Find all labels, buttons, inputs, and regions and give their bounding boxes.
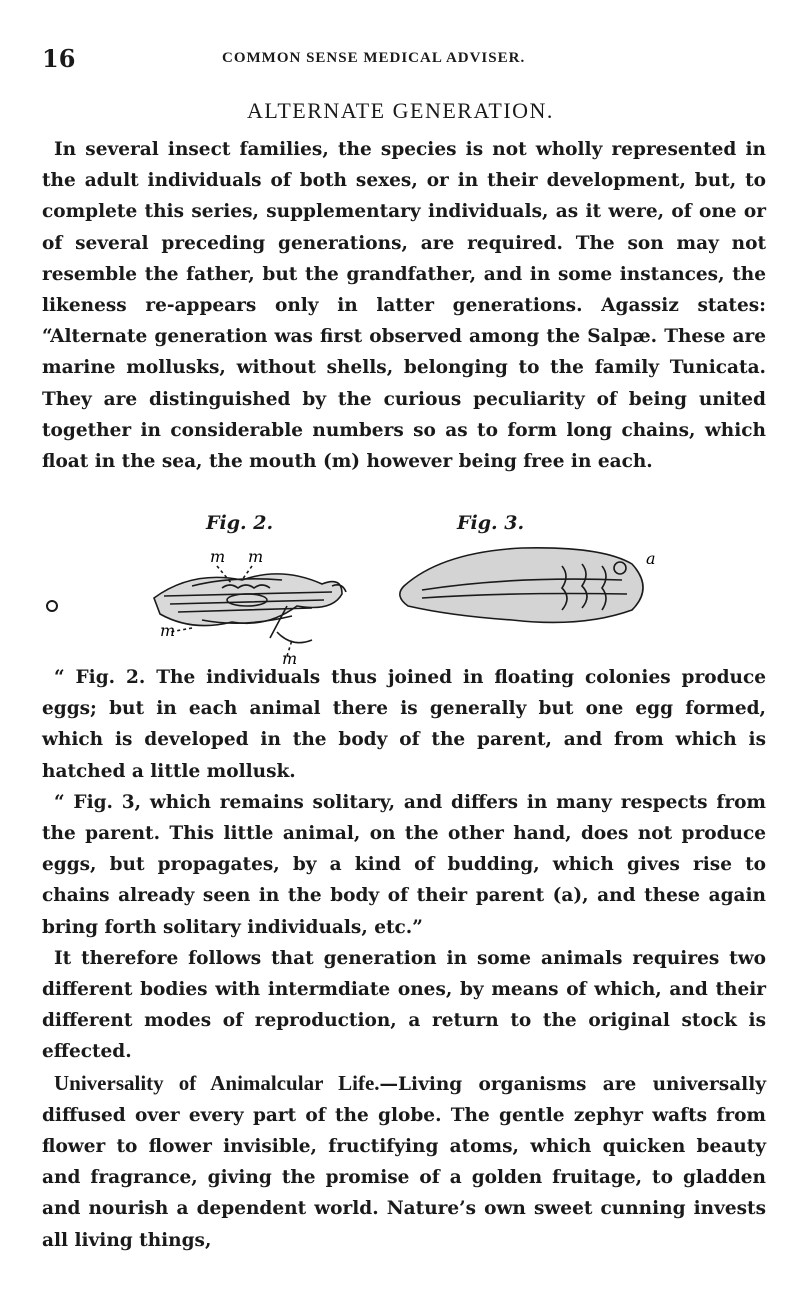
figures-illustration <box>42 512 762 666</box>
subsection-text: —Living organisms are universally diffused over every part of the globe. The gentle zephyr wafts from flower to flower invisible, fructifying atoms, which quicken beauty and fragrance, giving the promise of a golden fruitage, to gladden and nourish a dependent world. Nature’s own sweet cunning invests all living things, <box>42 1073 766 1251</box>
page-header <box>42 44 772 72</box>
paragraph-fig2: “ Fig. 2. The individuals thus joined in floating colonies produce eggs; but in each animal there is generally but one egg formed, which is developed in the body of the parent, and from which is hatched a little mollusk. <box>42 667 766 782</box>
paragraph-universality <box>42 1068 766 1256</box>
section-title: ALTERNATE GENERATION. <box>247 98 554 123</box>
fig3-mark-a: a <box>646 549 656 568</box>
fig2-mark-m2: m <box>248 547 264 566</box>
fig2-mark-m1: m <box>210 547 226 566</box>
fig2-salpa-chain <box>154 566 346 656</box>
paragraph-conclusion: It therefore follows that generation in some animals requires two different bodies with intermdiate ones, by means of which, and their different modes of reproduction, a return to the original stock is effected. <box>42 947 766 1063</box>
page-number: 16 <box>42 44 76 73</box>
paragraph-intro: In several insect families, the species is not wholly represented in the adult individuals of both sexes, or in their development, but, to complete this series, supplementary individuals, as it were, of one or of several preceding generations, are required. The son may not resemble the father, but the grandfather, and in some instances, the likeness re-appears only in latter generations. Agassiz states: “Alternate generation was first observed among the Salpæ. These are marine mollusks, without shells, belonging to the family Tunicata. They are distinguished by the curious peculiarity of being united together in considerable numbers so as to form long chains, which float in the sea, the mouth (m) however being free in each. <box>42 139 766 473</box>
fig3-label: Fig. 3. <box>457 512 525 534</box>
fig2-label: Fig. 2. <box>206 512 274 534</box>
running-head: COMMON SENSE MEDICAL ADVISER. <box>222 50 526 66</box>
margin-mark <box>47 601 57 611</box>
fig3-salpa <box>400 548 643 623</box>
paragraph-fig3: “ Fig. 3, which remains solitary, and differs in many respects from the parent. This little animal, on the other hand, does not produce eggs, but propagates, by a kind of budding, which gives rise to chains already seen in the body of their parent (a), and these again bring forth solitary individuals, etc.” <box>42 791 766 938</box>
fig2-mark-m4: m <box>282 649 298 666</box>
body-text-block <box>42 662 766 1256</box>
subsection-heading: Universality of Animalcular Life. <box>54 1070 380 1095</box>
salpae-drawing <box>42 536 762 666</box>
fig2-mark-m3: m <box>160 621 176 640</box>
